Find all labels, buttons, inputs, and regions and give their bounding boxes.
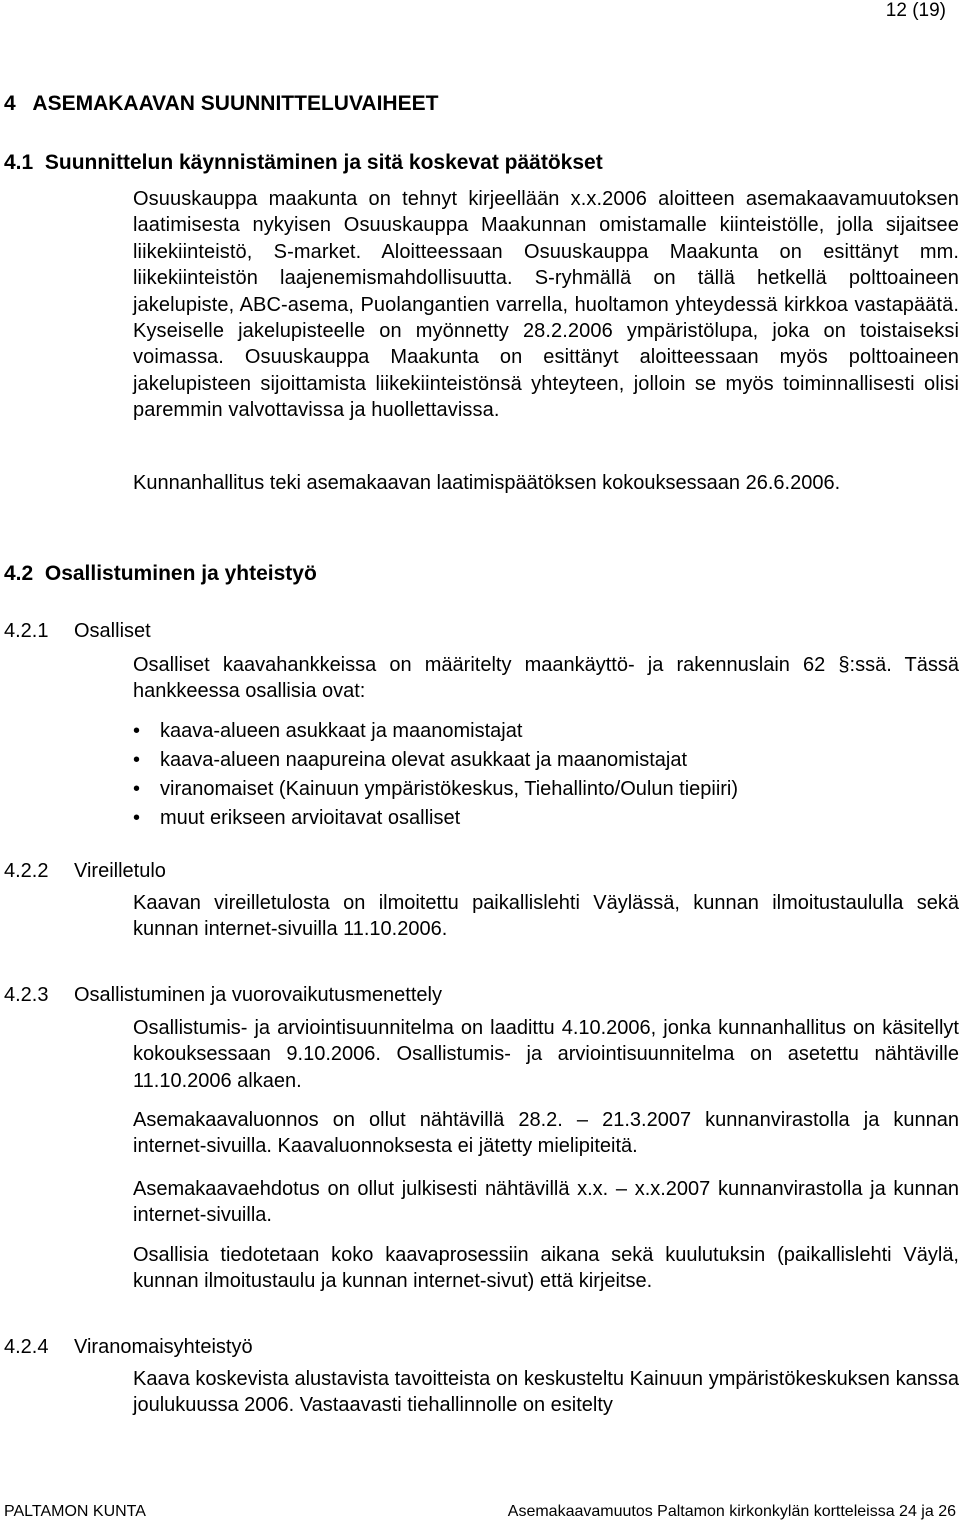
section-4-1-paragraph-2: Kunnanhallitus teki asemakaavan laatimispäätöksen kokouksessaan 26.6.2006.: [133, 472, 841, 494]
section-number: 4.2.2: [4, 860, 49, 882]
chapter-heading: 4 ASEMAKAAVAN SUUNNITTELUVAIHEET: [4, 92, 439, 115]
section-4-2-3-paragraph-1: Osallistumis- ja arviointisuunnitelma on laadittu 4.10.2006, jonka kunnanhallitus on käsitellyt kokouksessaan 9.10.2006. Osallistumis- ja arviointisuunnitelma on asetettu nähtäville 11.10.2006 alkaen.: [133, 1017, 959, 1092]
section-4-2-2-paragraph: Kaavan vireilletulosta on ilmoitettu paikallislehti Väylässä, kunnan ilmoitustaululla sekä kunnan internet-sivuilla 11.10.2006.: [133, 892, 959, 941]
section-title: Osalliset: [74, 620, 151, 642]
list-item: • kaava-alueen asukkaat ja maanomistajat: [133, 717, 959, 746]
footer-document-title: Asemakaavamuutos Paltamon kirkonkylän kortteleissa 24 ja 26: [507, 1503, 956, 1520]
section-4-2-3-paragraph-2: Asemakaavaluonnos on ollut nähtävillä 28.2. – 21.3.2007 kunnanvirastolla ja kunnan internet-sivuilla. Kaavaluonnoksesta ei jätetty mielipiteitä.: [133, 1109, 959, 1158]
section-4-2-2-heading: [4, 858, 166, 884]
list-item: • muut erikseen arvioitavat osalliset: [133, 804, 959, 833]
page-number: 12 (19): [885, 0, 946, 21]
section-title: Viranomaisyhteistyö: [74, 1336, 253, 1358]
section-4-2-3-paragraph-4: Osallisia tiedotetaan koko kaavaprosessiin aikana sekä kuulutuksin (paikallislehti Väylä, kunnan ilmoitustaulu ja kunnan internet-sivut) että kirjeitse.: [133, 1244, 959, 1293]
section-4-2-1-paragraph: Osalliset kaavahankkeissa on määritelty maankäyttö- ja rakennuslain 62 §:ssä. Tässä hankkeessa osallisia ovat:: [133, 654, 959, 703]
section-number: 4.2.3: [4, 984, 49, 1006]
section-number: 4.2.1: [4, 620, 49, 642]
osalliset-list: [133, 717, 959, 833]
section-4-2-4-heading: [4, 1334, 253, 1360]
section-4-1-heading: 4.1 Suunnittelun käynnistäminen ja sitä koskevat päätökset: [4, 151, 603, 174]
section-title: Vireilletulo: [74, 860, 166, 882]
list-item: • kaava-alueen naapureina olevat asukkaat ja maanomistajat: [133, 746, 959, 775]
section-4-2-1-heading: [4, 618, 151, 644]
list-item: • viranomaiset (Kainuun ympäristökeskus, Tiehallinto/Oulun tiepiiri): [133, 775, 959, 804]
section-4-2-4-paragraph: Kaava koskevista alustavista tavoitteista on keskusteltu Kainuun ympäristökeskuksen kanssa joulukuussa 2006. Vastaavasti tiehallinnolle on esitelty: [133, 1368, 959, 1417]
footer-municipality: PALTAMON KUNTA: [4, 1503, 146, 1520]
section-4-2-3-heading: [4, 982, 442, 1008]
section-4-1-paragraph-1: Osuuskauppa maakunta on tehnyt kirjeellään x.x.2006 aloitteen asemakaavamuutoksen laatimisesta nykyisen Osuuskauppa Maakunnan omistamalle kiinteistölle, jolla sijaitsee liikekiinteistö, S-market. Aloitteessaan Osuuskauppa Maakunta on esittänyt mm. liikekiinteistön laajenemismahdollisuutta. S-ryhmällä on tällä hetkellä polttoaineen jakelupiste, ABC-asema, Puolangantien varrella, huoltamon yhteydessä kirkkoa vastapäätä. Kyseiselle jakelupisteelle on myönnetty 28.2.2006 ympäristölupa, joka on toistaiseksi voimassa. Osuuskauppa Maakunta on esittänyt aloitteessaan myös polttoaineen jakelupisteen sijoittamista liikekiinteistönsä yhteyteen, jolloin se myös toiminnallisesti olisi paremmin valvottavissa ja huollettavissa.: [133, 188, 959, 422]
section-4-2-3-paragraph-3: Asemakaavaehdotus on ollut julkisesti nähtävillä x.x. – x.x.2007 kunnanvirastolla ja kunnan internet-sivuilla.: [133, 1178, 959, 1227]
section-4-2-heading: 4.2 Osallistuminen ja yhteistyö: [4, 562, 317, 585]
section-number: 4.2.4: [4, 1336, 49, 1358]
section-title: Osallistuminen ja vuorovaikutusmenettely: [74, 984, 442, 1006]
